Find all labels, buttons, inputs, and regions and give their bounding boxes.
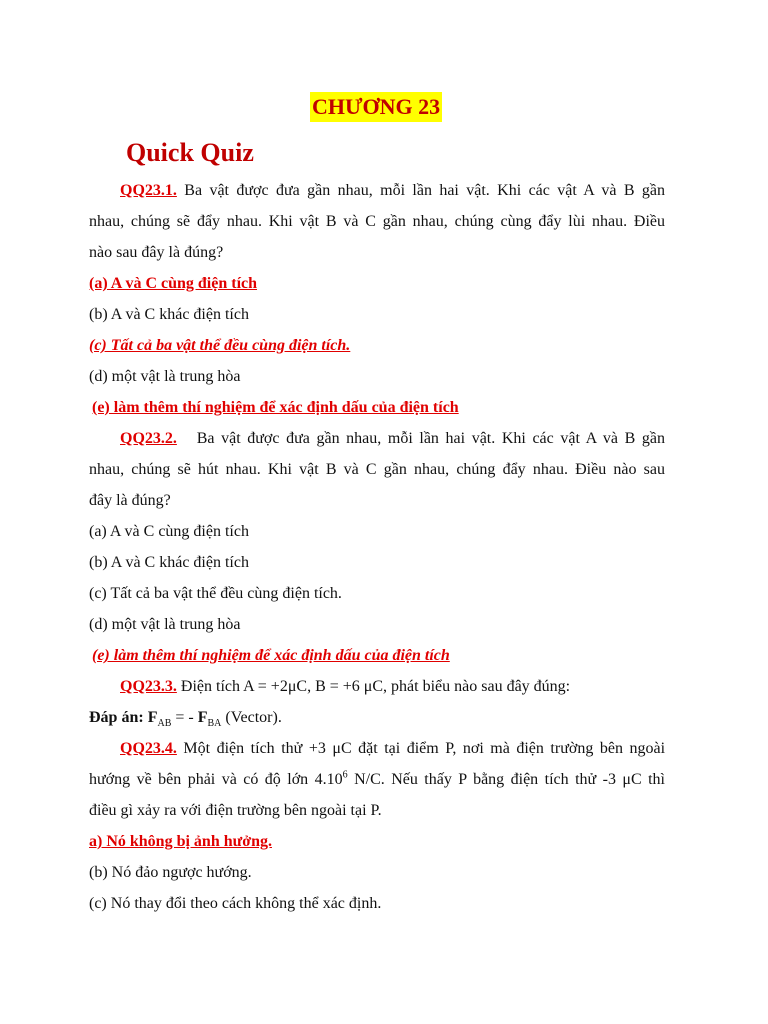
qq1-question-line-2: nhau, chúng sẽ đẩy nhau. Khi vật B và C gần nhau, chúng cùng đẩy lùi nhau. Điều (89, 213, 665, 230)
chapter-title: CHƯƠNG 23 (310, 92, 442, 122)
qq1-option-b: (b) A và C khác điện tích (89, 306, 249, 323)
qq2-question-line-2: nhau, chúng sẽ hút nhau. Khi vật B và C gần nhau, chúng đẩy nhau. Điều nào sau (89, 461, 665, 478)
qq4-id: QQ23.4. (120, 740, 177, 757)
qq1-option-c: (c) Tất cả ba vật thể đều cùng điện tích. (89, 337, 351, 354)
qq3-question: QQ23.3. Điện tích A = +2μC, B = +6 μC, phát biểu nào sau đây đúng: (120, 678, 571, 695)
qq2-id: QQ23.2. (120, 430, 177, 447)
qq1-option-a: (a) A và C cùng điện tích (89, 275, 258, 292)
qq2-question-line-1: QQ23.2. Ba vật được đưa gần nhau, mỗi lần hai vật. Khi các vật A và B gần (120, 430, 665, 447)
qq1-question-line-1: QQ23.1. Ba vật được đưa gần nhau, mỗi lần hai vật. Khi các vật A và B gần (120, 182, 665, 199)
qq2-option-b: (b) A và C khác điện tích (89, 554, 249, 571)
qq4-option-c: (c) Nó thay đổi theo cách không thể xác định. (89, 895, 382, 912)
qq2-option-a: (a) A và C cùng điện tích (89, 523, 249, 540)
quick-quiz-heading: Quick Quiz (126, 138, 254, 167)
qq4-option-a: a) Nó không bị ảnh hưởng. (89, 833, 272, 850)
qq4-question-line-3: điều gì xảy ra với điện trường bên ngoài tại P. (89, 802, 382, 819)
qq3-id: QQ23.3. (120, 678, 177, 695)
qq1-option-e: (e) làm thêm thí nghiệm để xác định dấu của điện tích (92, 399, 459, 416)
qq1-id: QQ23.1. (120, 182, 177, 199)
qq1-option-d: (d) một vật là trung hòa (89, 368, 241, 385)
qq2-option-c: (c) Tất cả ba vật thể đều cùng điện tích. (89, 585, 342, 602)
document-body (89, 175, 665, 919)
qq4-question-line-1: QQ23.4. Một điện tích thử +3 μC đặt tại điểm P, nơi mà điện trường bên ngoài (120, 740, 665, 757)
qq1-question-line-3: nào sau đây là đúng? (89, 244, 224, 261)
qq3-answer: Đáp án: $F_{AB}$ = - $F_{BA}$ (Vector). (89, 709, 282, 730)
qq2-option-d: (d) một vật là trung hòa (89, 616, 241, 633)
qq4-question-line-2: hướng về bên phải và có độ lớn 4.10$^6$ N/C. Nếu thấy P bằng điện tích thử -3 μC thì (89, 769, 665, 788)
qq2-question-line-3: đây là đúng? (89, 492, 171, 509)
qq4-option-b: (b) Nó đảo ngược hướng. (89, 864, 252, 881)
qq2-option-e: (e) làm thêm thí nghiệm để xác định dấu của điện tích (92, 647, 450, 664)
